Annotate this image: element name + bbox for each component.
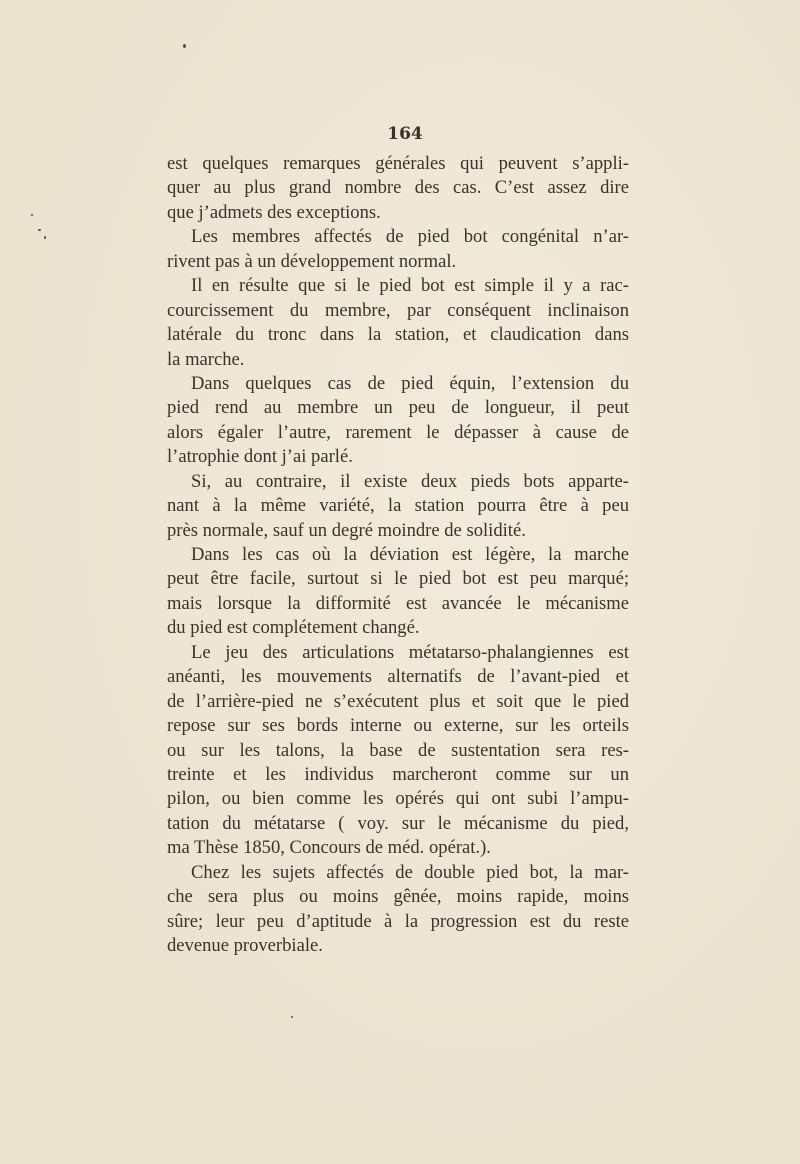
text-line: alors égaler l’autre, rarement le dépasser à cause de — [167, 421, 629, 443]
text-line: Dans les cas où la déviation est légère, la marche — [191, 544, 629, 565]
text-line: la marche. — [167, 348, 245, 370]
text-line: du pied est complétement changé. — [167, 617, 420, 639]
text-line: repose sur ses bords interne ou externe, sur les orteils — [167, 715, 629, 737]
text-line: tation du métatarse ( voy. sur le mécanisme du pied, — [167, 812, 629, 834]
text-line: l’atrophie dont j’ai parlé. — [167, 446, 353, 468]
text-line: latérale du tronc dans la station, et claudication dans — [167, 324, 629, 346]
text-line: Il en résulte que si le pied bot est simple il y a rac- — [191, 275, 629, 297]
text-line: anéanti, les mouvements alternatifs de l’avant-pied et — [167, 666, 629, 688]
text-line: près normale, sauf un degré moindre de solidité. — [167, 519, 526, 541]
text-line: sûre; leur peu d’aptitude à la progression est du reste — [167, 910, 629, 932]
page-number: 164 — [387, 124, 423, 144]
text-line: rivent pas à un développement normal. — [167, 250, 457, 272]
text-line: devenue proverbiale. — [167, 935, 323, 956]
text-line: ma Thèse 1850, Concours de méd. opérat.). — [167, 837, 491, 859]
text-line: pied rend au membre un peu de longueur, il peut — [167, 397, 629, 419]
text-line: Le jeu des articulations métatarso-phalangiennes est — [191, 641, 629, 663]
text-line: est quelques remarques générales qui peuvent s’appli- — [167, 153, 629, 174]
text-line: Si, au contraire, il existe deux pieds bots apparte- — [191, 470, 629, 492]
text-line: nant à la même variété, la station pourra être à peu — [167, 495, 629, 517]
paper-speck — [38, 229, 41, 231]
paper-speck — [183, 44, 186, 48]
text-line: pilon, ou bien comme les opérés qui ont subi l’ampu- — [167, 788, 629, 810]
text-line: treinte et les individus marcheront comme sur un — [167, 763, 629, 785]
text-line: courcissement du membre, par conséquent inclinaison — [167, 299, 629, 321]
text-line: que j’admets des exceptions. — [167, 201, 381, 223]
text-line: ou sur les talons, la base de sustentation sera res- — [167, 739, 629, 761]
text-line: mais lorsque la difformité est avancée le mécanisme — [167, 592, 629, 614]
body-text — [167, 152, 629, 958]
text-line: che sera plus ou moins gênée, moins rapide, moins — [167, 886, 629, 908]
paper-speck — [31, 214, 33, 216]
text-line: Dans quelques cas de pied équin, l’extension du — [191, 372, 629, 394]
text-line: quer au plus grand nombre des cas. C’est assez dire — [167, 177, 629, 199]
text-line: Les membres affectés de pied bot congénital n’ar- — [191, 226, 629, 248]
paper-speck — [291, 1016, 293, 1018]
text-line: Chez les sujets affectés de double pied bot, la mar- — [191, 861, 629, 883]
paper-speck — [44, 236, 46, 239]
text-line: de l’arrière-pied ne s’exécutent plus et soit que le pied — [167, 690, 629, 712]
text-line: peut être facile, surtout si le pied bot est peu marqué; — [167, 568, 629, 590]
